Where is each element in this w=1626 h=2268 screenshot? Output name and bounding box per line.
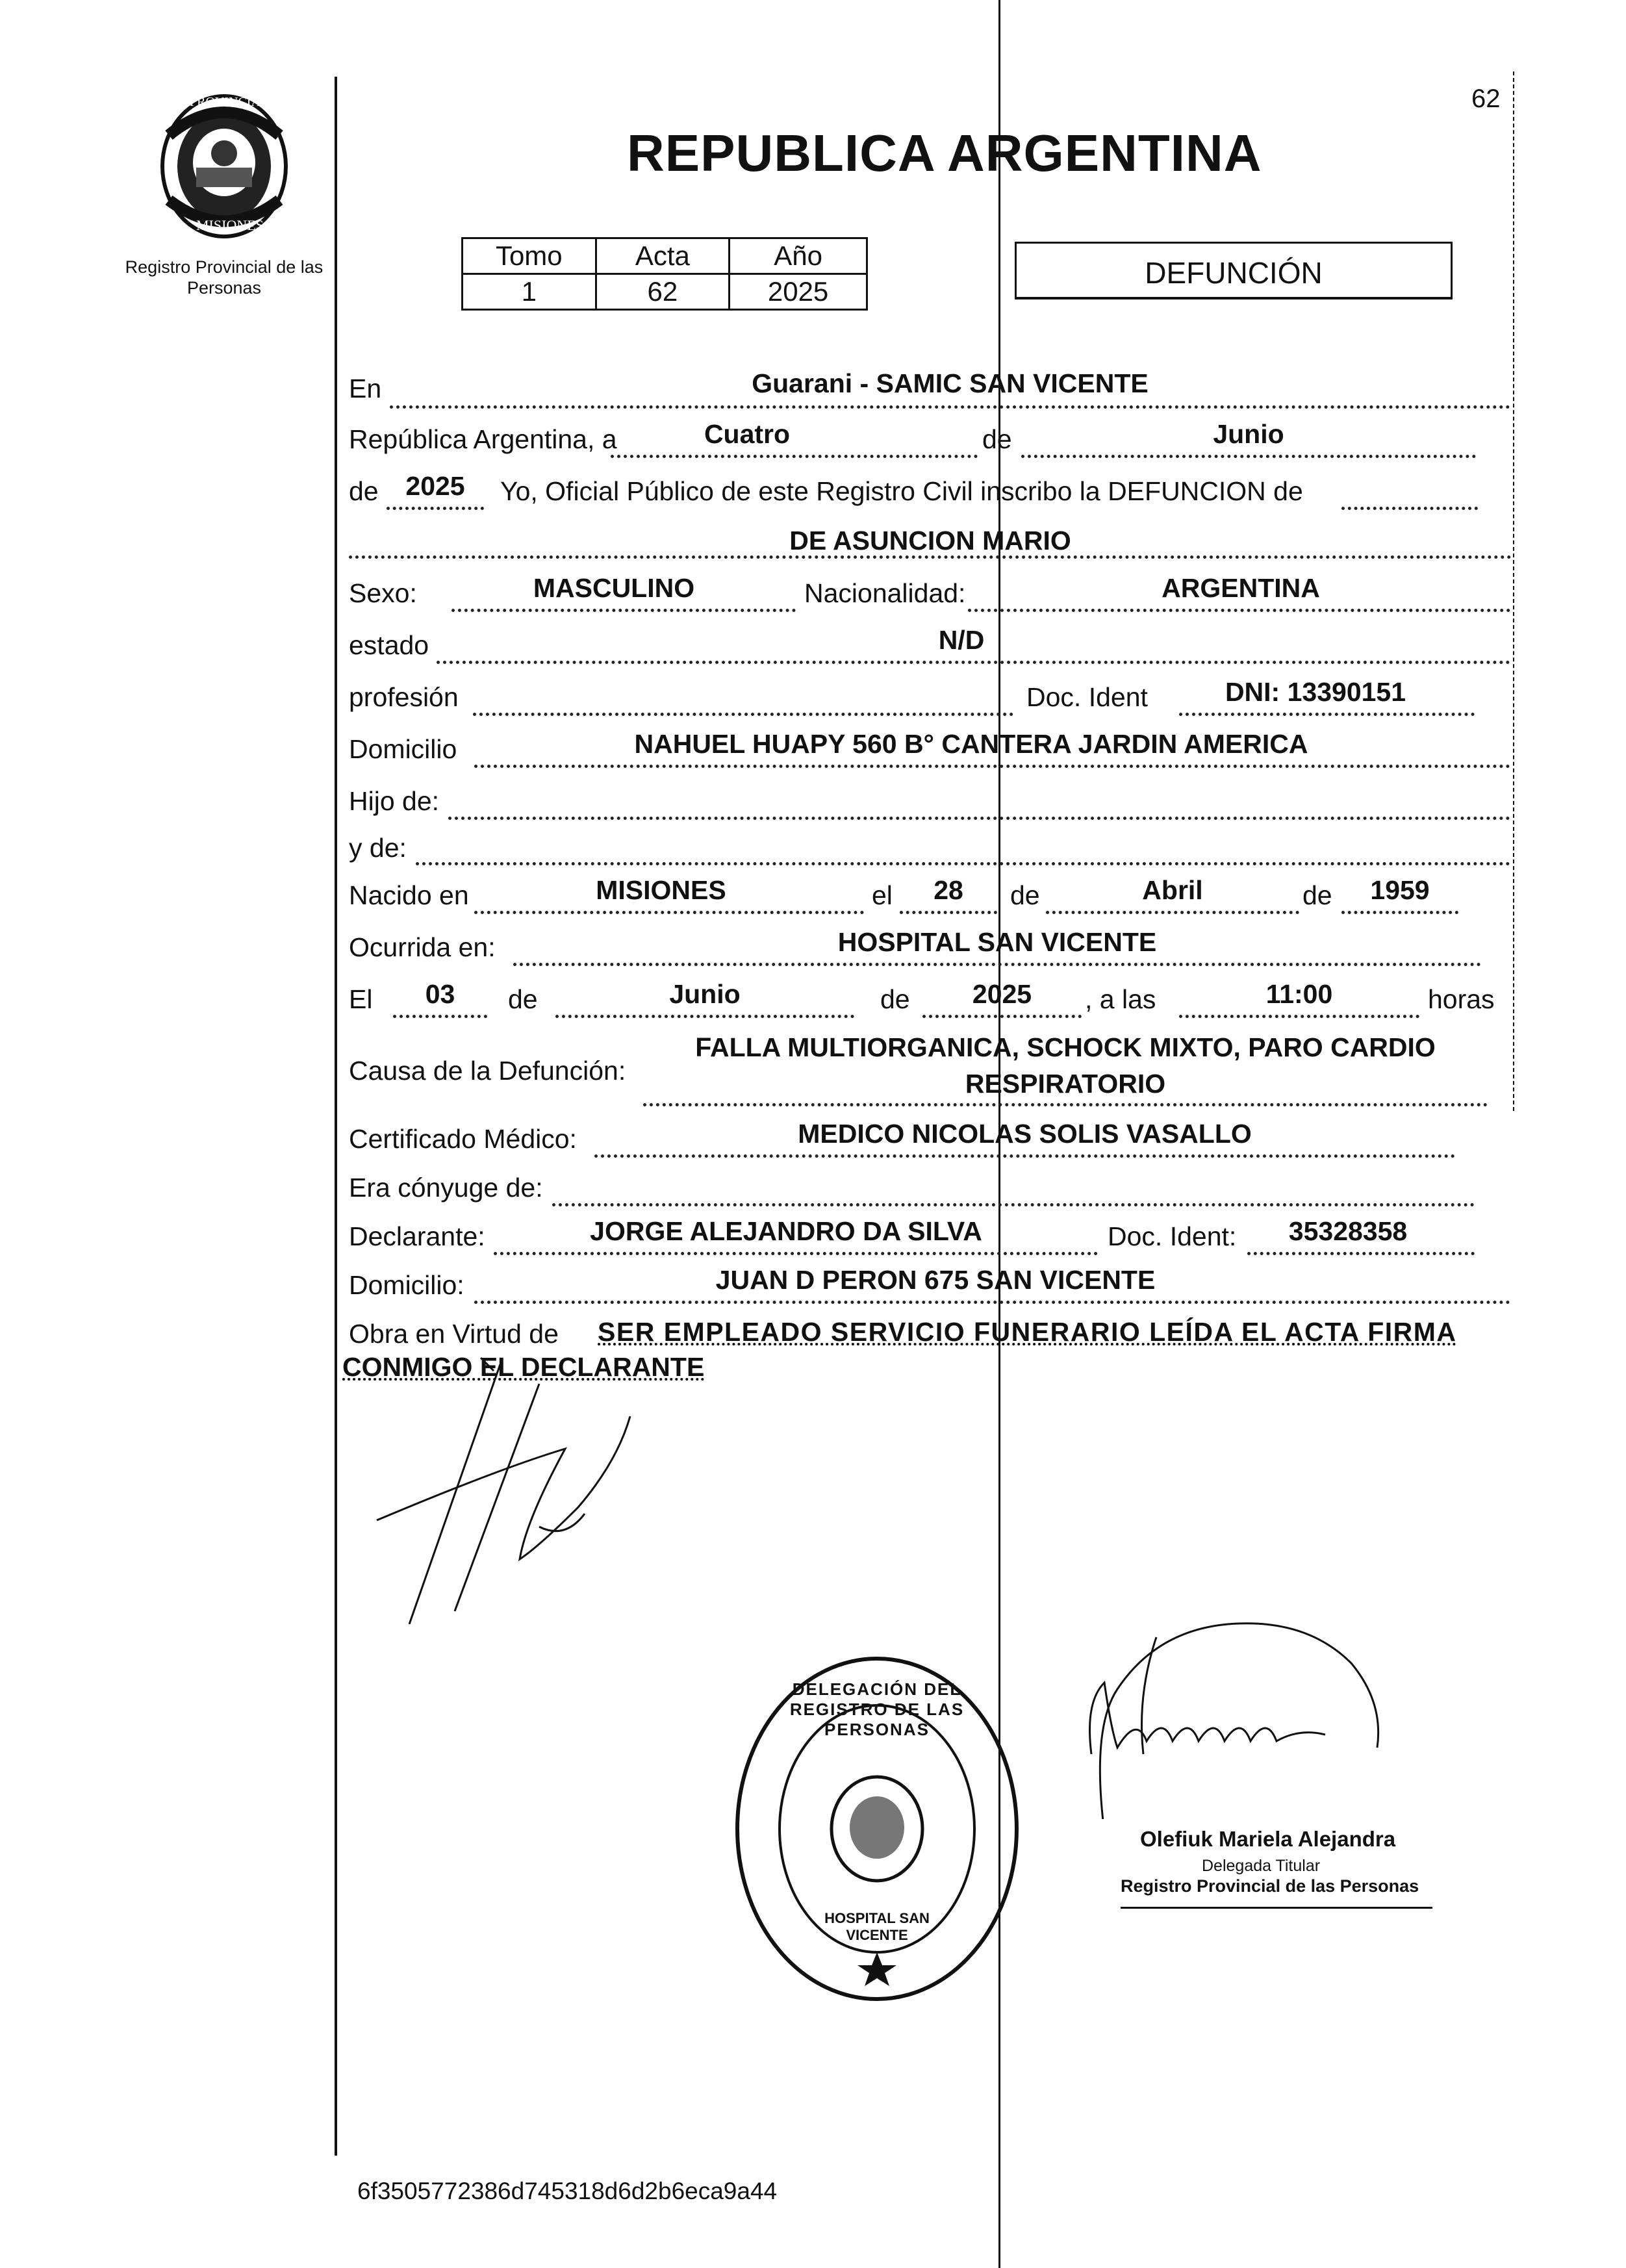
dots-nacido-anio — [1341, 911, 1458, 914]
dots-estado — [437, 661, 1510, 664]
dots-defuncion-de — [1341, 507, 1478, 510]
label-el-death: El — [349, 984, 373, 1014]
dots-sexo — [451, 609, 796, 612]
value-nacido-dia: 28 — [934, 875, 963, 905]
value-defuncion-dia: 03 — [425, 979, 455, 1009]
value-ocurrida-en: HOSPITAL SAN VICENTE — [837, 927, 1157, 957]
doc-type-box — [1015, 242, 1453, 299]
table-value-tomo: 1 — [463, 274, 596, 310]
label-obra-en-virtud: Obra en Virtud de — [349, 1319, 559, 1349]
table-header-acta: Acta — [596, 238, 730, 274]
value-doc-ident: DNI: 13390151 — [1225, 677, 1406, 707]
value-nacionalidad: ARGENTINA — [1162, 573, 1320, 603]
label-declarante: Declarante: — [349, 1221, 485, 1251]
dots-certificado — [594, 1154, 1455, 1158]
label-yo-oficial: Yo, Oficial Público de este Registro Civil inscribo la DEFUNCION de — [500, 476, 1303, 506]
table-value-anio: 2025 — [730, 274, 867, 310]
label-horas: horas — [1428, 984, 1495, 1014]
label-nacionalidad: Nacionalidad: — [804, 578, 966, 608]
page-number: 62 — [1471, 84, 1501, 113]
value-declarante-doc: 35328358 — [1288, 1216, 1408, 1246]
value-defuncion-hora: 11:00 — [1265, 979, 1333, 1009]
label-estado: estado — [349, 630, 429, 660]
label-de-birth-year: de — [1302, 880, 1332, 910]
value-causa-linea2: RESPIRATORIO — [965, 1069, 1166, 1099]
registry-table-value-row — [463, 274, 867, 310]
doc-type-label: DEFUNCIÓN — [1145, 256, 1323, 290]
dots-y-de — [416, 862, 1510, 865]
value-obra-linea1: SER EMPLEADO SERVICIO FUNERARIO LEÍDA EL ACTA FIRMA — [598, 1317, 1457, 1347]
label-de-death-month: de — [508, 984, 538, 1014]
label-republica: República Argentina, a — [349, 424, 617, 454]
dots-defuncion-dia — [393, 1015, 487, 1018]
label-domicilio-declarante: Domicilio: — [349, 1270, 464, 1300]
value-defuncion-mes: Junio — [669, 979, 741, 1009]
value-defuncion-anio: 2025 — [972, 979, 1032, 1009]
official-underline — [1121, 1907, 1432, 1909]
value-domicilio-declarante: JUAN D PERON 675 SAN VICENTE — [715, 1265, 1156, 1295]
table-header-anio: Año — [730, 238, 867, 274]
dots-dia — [611, 455, 978, 458]
value-obra-linea2: CONMIGO EL DECLARANTE — [342, 1352, 705, 1382]
dots-defuncion-mes — [555, 1015, 854, 1018]
label-causa: Causa de la Defunción: — [349, 1056, 626, 1086]
official-office: Registro Provincial de las Personas — [1121, 1876, 1419, 1896]
value-dia: Cuatro — [704, 419, 791, 449]
label-de-birth-month: de — [1010, 880, 1040, 910]
value-declarante: JORGE ALEJANDRO DA SILVA — [590, 1216, 982, 1246]
value-lugar: Guarani - SAMIC SAN VICENTE — [752, 368, 1149, 398]
official-seal — [731, 1653, 1023, 2004]
label-a-las: , a las — [1085, 984, 1156, 1014]
dots-defuncion-hora — [1179, 1015, 1419, 1018]
value-estado: N/D — [938, 625, 985, 655]
registry-table — [461, 237, 868, 311]
page-title: REPUBLICA ARGENTINA — [627, 124, 1262, 182]
official-name: Olefiuk Mariela Alejandra — [1140, 1827, 1396, 1851]
label-doc-ident: Doc. Ident — [1026, 682, 1148, 712]
official-signature — [1013, 1533, 1468, 1819]
label-sexo: Sexo: — [349, 578, 417, 608]
dots-nombre — [349, 555, 1512, 559]
registry-table-header-row — [463, 238, 867, 274]
dots-anio — [387, 507, 484, 510]
dots-nacido-dia — [900, 911, 997, 914]
label-certificado: Certificado Médico: — [349, 1124, 577, 1154]
value-mes: Junio — [1213, 419, 1284, 449]
right-margin-line — [1513, 71, 1514, 1111]
label-y-de: y de: — [349, 833, 407, 863]
dots-hijo-de — [448, 817, 1510, 820]
seal-inner-text: HOSPITAL SAN VICENTE — [824, 1910, 930, 1943]
value-nacido-mes: Abril — [1142, 875, 1203, 905]
label-ocurrida-en: Ocurrida en: — [349, 932, 496, 962]
label-en: En — [349, 374, 382, 403]
dots-declarante-doc — [1247, 1252, 1475, 1255]
value-causa-linea1: FALLA MULTIORGANICA, SCHOCK MIXTO, PARO CARDIO — [695, 1032, 1436, 1062]
label-de-death-year: de — [880, 984, 910, 1014]
table-header-tomo: Tomo — [463, 238, 596, 274]
label-conyuge: Era cónyuge de: — [349, 1173, 543, 1203]
dots-defuncion-anio — [922, 1015, 1082, 1018]
logo-text-top: PROVINCIA DE — [190, 95, 281, 109]
province-logo — [156, 90, 292, 239]
dots-nacionalidad — [968, 609, 1510, 612]
seal-outer-text: DELEGACIÓN DEL REGISTRO DE LAS PERSONAS — [789, 1679, 965, 1739]
dots-declarante — [494, 1252, 1098, 1255]
value-nombre: DE ASUNCION MARIO — [789, 526, 1071, 555]
label-de-year: de — [349, 476, 379, 506]
left-margin-line — [335, 77, 337, 2156]
dots-domicilio — [474, 765, 1510, 768]
declarant-signature — [370, 1351, 669, 1624]
value-anio: 2025 — [405, 471, 465, 501]
label-el: el — [872, 880, 893, 910]
value-certificado: MEDICO NICOLAS SOLIS VASALLO — [798, 1119, 1252, 1149]
dots-nacido-en — [474, 911, 864, 914]
value-nacido-en: MISIONES — [596, 875, 726, 905]
official-title: Delegada Titular — [1202, 1857, 1321, 1875]
dots-profesion — [473, 713, 1013, 716]
dots-lugar — [390, 405, 1510, 409]
value-sexo: MASCULINO — [533, 573, 695, 603]
dots-causa — [643, 1103, 1488, 1106]
logo-text-bottom: MISIONES — [196, 217, 264, 233]
dots-nacido-mes — [1046, 911, 1299, 914]
dots-doc-ident — [1179, 713, 1475, 716]
label-nacido-en: Nacido en — [349, 880, 469, 910]
dots-mes — [1021, 455, 1476, 458]
document-hash: 6f3505772386d745318d6d2b6eca9a44 — [357, 2178, 778, 2204]
label-profesion: profesión — [349, 682, 459, 712]
dots-domicilio-declarante — [474, 1301, 1510, 1304]
logo-caption: Registro Provincial de las Personas — [125, 257, 324, 298]
value-domicilio: NAHUEL HUAPY 560 B° CANTERA JARDIN AMERICA — [634, 729, 1308, 759]
value-nacido-anio: 1959 — [1370, 875, 1430, 905]
table-value-acta: 62 — [596, 274, 730, 310]
label-doc-ident-declarante: Doc. Ident: — [1108, 1221, 1237, 1251]
dots-conyuge — [552, 1203, 1475, 1206]
dots-ocurrida-en — [513, 963, 1481, 966]
label-hijo-de: Hijo de: — [349, 786, 440, 816]
label-de-month: de — [982, 424, 1012, 454]
label-domicilio: Domicilio — [349, 734, 457, 764]
